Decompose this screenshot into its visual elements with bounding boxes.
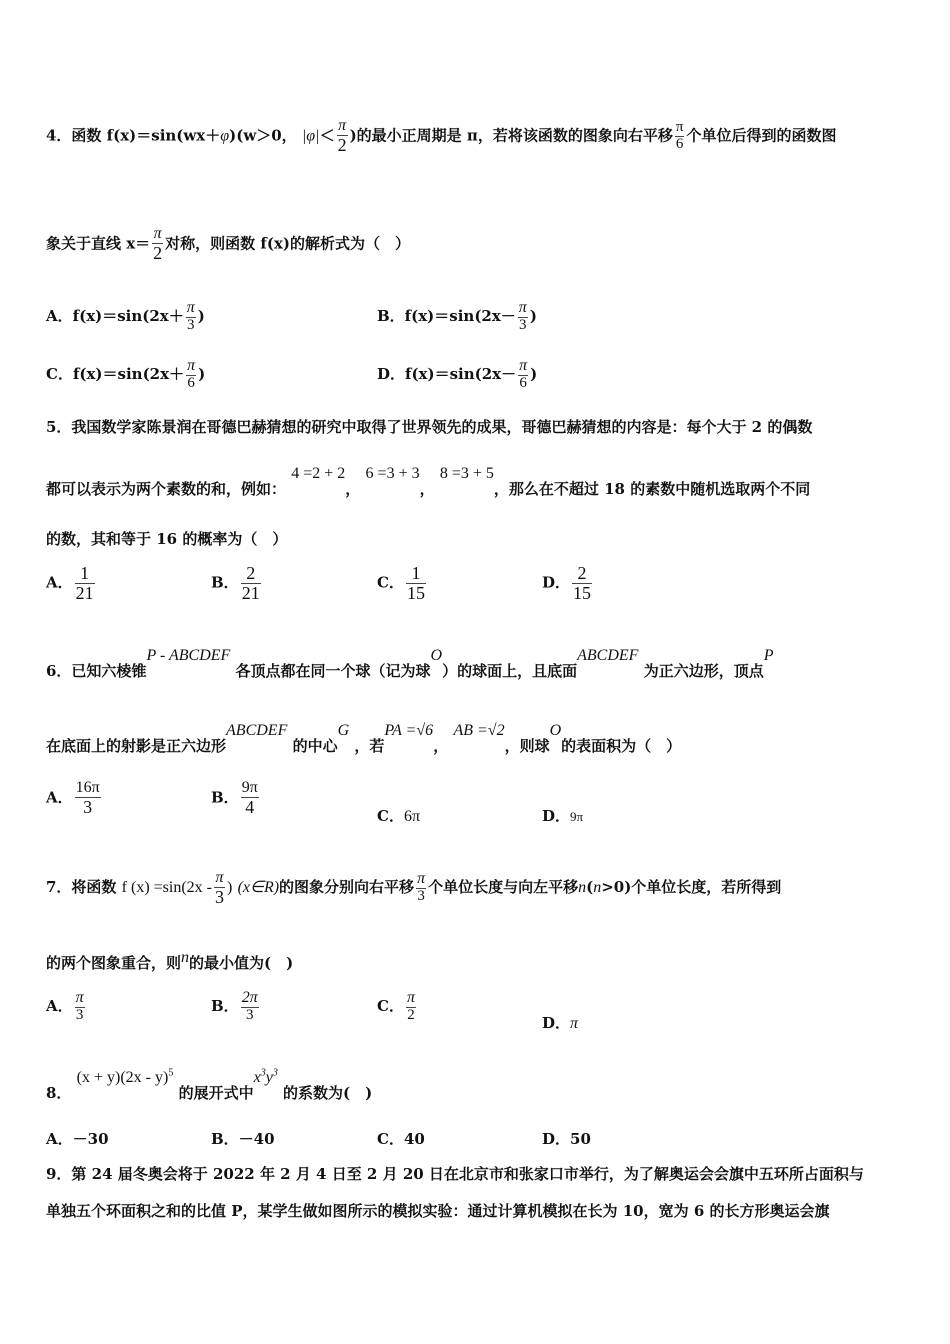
- q6-option-a[interactable]: A． $\frac{16\pi}{3}$: [46, 779, 100, 817]
- binomial-expression: (x + y)(2x - y)$^5$: [76, 1067, 174, 1086]
- fraction-pi-over-2: $\frac{\pi}{2}$: [337, 117, 347, 155]
- q7-option-a[interactable]: A． $\frac{\pi}{3}$: [46, 989, 84, 1023]
- term-x3y3: $x^3y^3$: [253, 1067, 278, 1086]
- q4-option-d[interactable]: D．f(x)＝sin(2x－ $\frac{\pi}{6}$ ): [377, 357, 538, 391]
- fraction-pi-over-6: $\frac{\pi}{6}$: [675, 119, 684, 152]
- q6-option-b[interactable]: B． $\frac{9\pi}{4}$: [211, 779, 258, 817]
- q5-option-b[interactable]: B． $\frac{2}{21}$: [211, 563, 260, 603]
- q6-line1: 6．已知六棱锥P - ABCDEF 各顶点都在同一个球（记为球O）的球面上，且底面ABCDEF 为正六边形，顶点P: [46, 647, 774, 680]
- q9-line1: 9．第 24 届冬奥会将于 2022 年 2 月 4 日至 2 月 20 日在北京市和张家口市举行，为了解奥运会会旗中五环所占面积与: [46, 1165, 864, 1183]
- function-f: f (x) =sin(2x - $\frac{\pi}{3}$ ): [121, 869, 233, 907]
- q4-option-a[interactable]: A．f(x)＝sin(2x＋ $\frac{\pi}{3}$ ): [46, 299, 205, 333]
- fraction-pi-over-3: $\frac{\pi}{3}$: [417, 870, 426, 905]
- q8-option-c[interactable]: C．40: [377, 1130, 425, 1148]
- q6-option-c[interactable]: C．6π: [377, 807, 421, 825]
- q6-option-d[interactable]: D．9π: [542, 807, 584, 825]
- q7-line1: 7．将函数 f (x) =sin(2x - $\frac{\pi}{3}$ ) (x∈R)的图象分别向右平移 $\frac{\pi}{3}$ 个单位长度与向左平移n(n>0)个单位长度，若所得到: [46, 869, 782, 907]
- q6-line2: 在底面上的射影是正六边形ABCDEF 的中心G ，若PA =√6， AB =√2，则球O的表面积为（ ）: [46, 722, 682, 755]
- q4-option-c[interactable]: C．f(x)＝sin(2x＋ $\frac{\pi}{6}$ ): [46, 357, 206, 391]
- fraction-pi-over-3: $\frac{\pi}{3}$: [518, 299, 527, 333]
- q4-line2: 象关于直线 x＝ $\frac{\pi}{2}$ 对称，则函数 f(x)的解析式为（ ）: [46, 225, 410, 263]
- base-name: ABCDEF: [226, 722, 288, 739]
- n-variable: n: [181, 949, 190, 966]
- center-G: G: [337, 722, 350, 739]
- q5-option-c[interactable]: C． $\frac{1}{15}$: [377, 563, 425, 603]
- fraction-pi-over-6: $\frac{\pi}{6}$: [187, 357, 196, 391]
- q8-option-d[interactable]: D．50: [542, 1130, 591, 1148]
- q7-line2: 的两个图象重合，则n的最小值为( ): [46, 949, 294, 972]
- fraction-pi-over-6: $\frac{\pi}{6}$: [519, 357, 528, 391]
- q5-option-a[interactable]: A． $\frac{1}{21}$: [46, 563, 94, 603]
- q8-option-a[interactable]: A．－30: [46, 1130, 109, 1148]
- q5-line1: 5．我国数学家陈景润在哥德巴赫猜想的研究中取得了世界领先的成果，哥德巴赫猜想的内容是：每个大于 2 的偶数: [46, 418, 813, 436]
- q5-option-d[interactable]: D． $\frac{2}{15}$: [542, 563, 592, 603]
- q7-option-b[interactable]: B． $\frac{2\pi}{3}$: [211, 989, 258, 1023]
- example-6: 6 =3 + 3: [365, 465, 420, 482]
- fraction-pi-over-3: $\frac{\pi}{3}$: [186, 299, 195, 333]
- q7-option-c[interactable]: C． $\frac{\pi}{2}$: [377, 989, 415, 1023]
- base-name: ABCDEF: [577, 647, 639, 664]
- example-8: 8 =3 + 5: [439, 465, 494, 482]
- q9-line2: 单独五个环面积之和的比值 P，某学生做如图所示的模拟实验：通过计算机模拟在长为 10，宽为 6 的长方形奥运会旗: [46, 1202, 830, 1220]
- q8-line: 8． (x + y)(2x - y)$^5$ 的展开式中$x^3y^3$ 的系数为( ): [46, 1067, 373, 1102]
- sphere-O: O: [549, 722, 562, 739]
- q8-option-b[interactable]: B．－40: [211, 1130, 275, 1148]
- q4-line1: 4．函数 f(x)＝sin(wx＋φ)(w＞0， |φ|＜ $\frac{\pi}{2}$ )的最小正周期是 π，若将该函数的图象向右平移 $\frac{\pi}{6}$ 个单位后得到的函数图: [46, 117, 837, 155]
- ab-equation: AB =√2: [453, 722, 505, 739]
- sphere-O: O: [430, 647, 443, 664]
- q7-option-d[interactable]: D．π: [542, 1014, 579, 1032]
- q5-line2: 都可以表示为两个素数的和，例如： 4 =2 + 2， 6 =3 + 3， 8 =3 + 5，那么在不超过 18 的素数中随机选取两个不同: [46, 465, 811, 498]
- pa-equation: PA =√6: [384, 722, 434, 739]
- n-variable: n: [578, 879, 587, 897]
- fraction-pi-over-2: $\frac{\pi}{2}$: [153, 225, 163, 263]
- q5-line3: 的数，其和等于 16 的概率为（ ）: [46, 530, 288, 548]
- phi-symbol: φ: [220, 127, 230, 145]
- q4-option-b[interactable]: B．f(x)＝sin(2x－ $\frac{\pi}{3}$ ): [377, 299, 537, 333]
- abs-phi: |φ|: [301, 127, 320, 145]
- example-4: 4 =2 + 2: [291, 465, 346, 482]
- vertex-P: P: [763, 647, 774, 664]
- pyramid-name: P - ABCDEF: [146, 647, 231, 664]
- domain-r: (x∈R): [237, 879, 280, 897]
